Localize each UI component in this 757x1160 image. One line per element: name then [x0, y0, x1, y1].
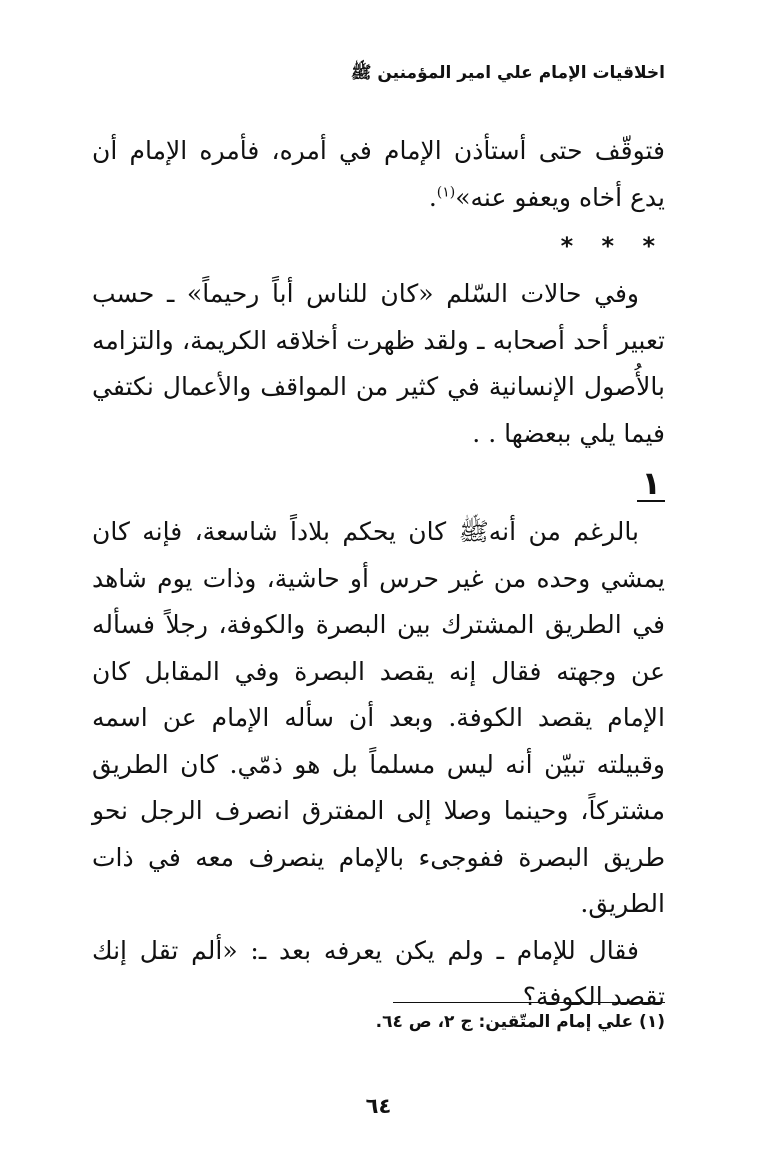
section-number-label: ١	[637, 466, 665, 502]
paragraph-1-end: .	[428, 182, 437, 212]
footnote-reference: (١)	[436, 184, 456, 201]
page-number: ٦٤	[365, 1094, 392, 1118]
paragraph-1	[92, 128, 665, 221]
footnote-rule	[393, 1002, 665, 1003]
paragraph-3: بالرغم من أنهﷺ كان يحكم بلاداً شاسعة، فإنه كان يمشي وحده من غير حرس أو حاشية، وذات يوم شاهد في الطريق المشترك بين البصرة والكوفة، رجلاً فسأله عن وجهته فقال إنه يقصد البصرة وفي المقابل كان الإمام يقصد الكوفة. وبعد أن سأله الإمام عن اسمه وقبيلته تبيّن أنه ليس مسلماً بل هو ذمّي. كان الطريق مشتركاً، وحينما وصلا إلى المفترق انصرف الرجل نحو طريق البصرة ففوجىء بالإمام ينصرف معه في ذات الطريق.	[92, 517, 665, 918]
footnote: (١) علي إمام المتّقين: ج ٢، ص ٦٤.	[375, 1012, 665, 1032]
paragraph-1-text: فتوقّف حتى أستأذن الإمام في أمره، فأمره الإمام أن يدع أخاه ويعفو عنه»	[92, 136, 665, 212]
paragraph-4: فقال للإمام ـ ولم يكن يعرفه بعد ـ: «ألم تقل إنك تقصد الكوفة؟	[92, 935, 665, 1011]
main-text	[92, 128, 665, 1021]
section-separator: * * *	[560, 232, 665, 260]
running-header: اخلاقيات الإمام علي امير المؤمنين ﷺ	[350, 63, 665, 83]
paragraph-2: وفي حالات السّلم «كان للناس أباً رحيماً» ـ حسب تعبير أحد أصحابه ـ ولقد ظهرت أخلاقه الكريمة، والتزامه بالأُصول الإنسانية في كثير من المواقف والأعمال نكتفي فيما يلي ببعضها . .	[92, 279, 665, 448]
section-number	[92, 457, 665, 509]
